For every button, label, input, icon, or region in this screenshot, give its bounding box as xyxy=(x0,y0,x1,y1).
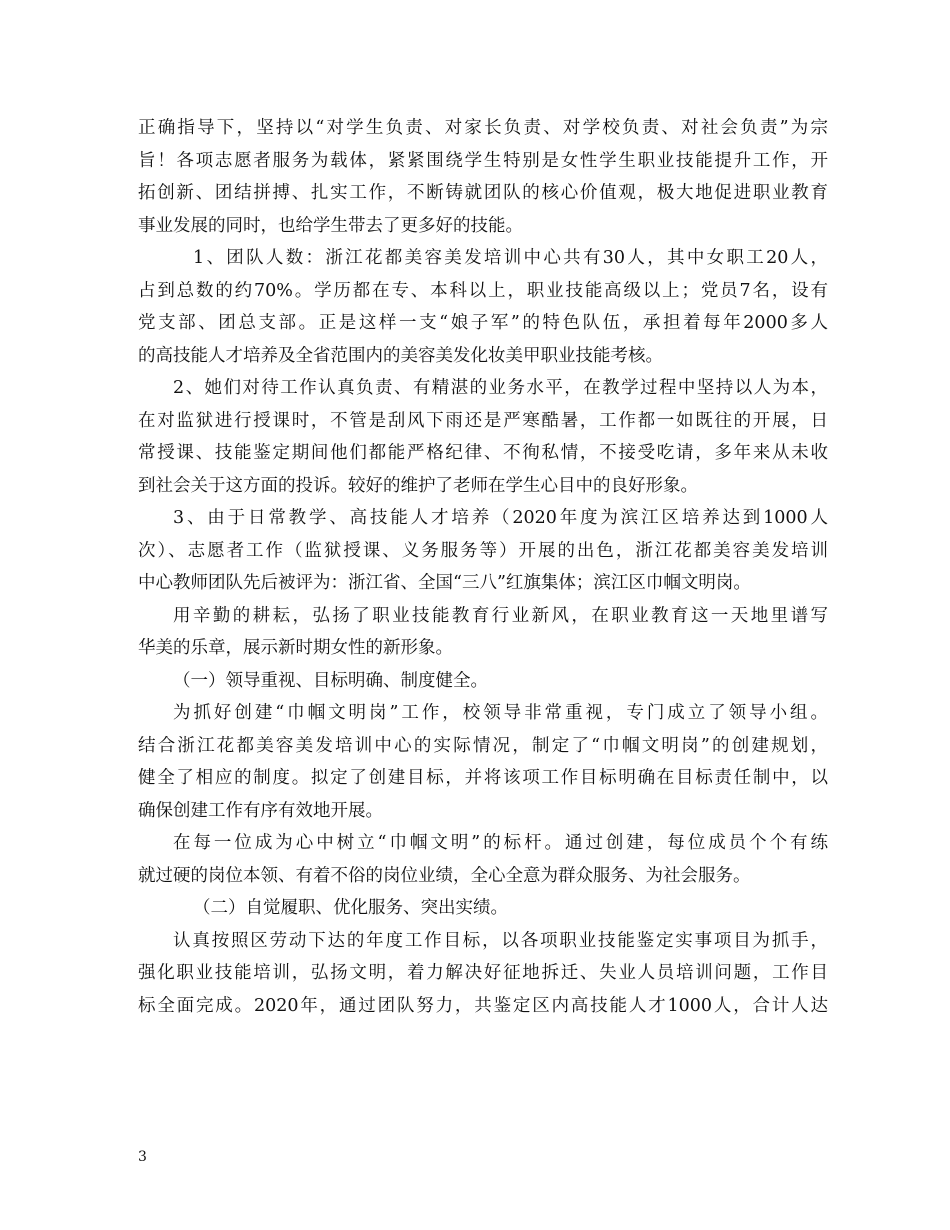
text-line: 1、团队人数：浙江花都美容美发培训中心共有30人，其中女职工20人， xyxy=(193,248,828,268)
text-line: 华美的乐章，展示新时期女性的新形象。 xyxy=(138,638,453,658)
text-line: 次）、志愿者工作（监狱授课、义务服务等）开展的出色，浙江花都美容美发培训 xyxy=(138,540,828,561)
text-line: 健全了相应的制度。拟定了创建目标，并将该项工作目标明确在目标责任制中，以 xyxy=(138,768,828,788)
text-line: 强化职业技能培训，弘扬文明，着力解决好征地拆迁、失业人员培训问题，工作目 xyxy=(138,963,828,983)
page-number: 3 xyxy=(138,1149,147,1165)
text-line: 认真按照区劳动下达的年度工作目标，以各项职业技能鉴定实事项目为抓手， xyxy=(173,930,828,951)
section-heading: （二）自觉履职、优化服务、突出实绩。 xyxy=(193,898,508,918)
text-line: 在对监狱进行授课时，不管是刮风下雨还是严寒酷暑，工作都一如既往的开展，日 xyxy=(138,410,828,431)
text-line: 中心教师团队先后被评为：浙江省、全国“三八”红旗集体；滨江区巾帼文明岗。 xyxy=(138,573,751,593)
body-text xyxy=(138,112,828,1022)
text-line: 结合浙江花都美容美发培训中心的实际情况，制定了“巾帼文明岗”的创建规划， xyxy=(138,735,828,756)
text-line: 的高技能人才培养及全省范围内的美容美发化妆美甲职业技能考核。 xyxy=(138,345,663,366)
text-line: 为抓好创建“巾帼文明岗”工作，校领导非常重视，专门成立了领导小组。 xyxy=(173,703,828,723)
text-line: 确保创建工作有序有效地开展。 xyxy=(138,800,383,821)
text-line: 用辛勤的耕耘，弘扬了职业技能教育行业新风，在职业教育这一天地里谱写 xyxy=(173,605,828,626)
text-line: 事业发展的同时，也给学生带去了更多好的技能。 xyxy=(138,215,523,236)
text-line: 常授课、技能鉴定期间他们都能严格纪律、不徇私情，不接受吃请，多年来从未收 xyxy=(138,443,828,463)
text-line: 3、由于日常教学、高技能人才培养（2020年度为滨江区培养达到1000人 xyxy=(173,508,828,528)
text-line: 党支部、团总支部。正是这样一支“娘子军”的特色队伍，承担着每年2000多人 xyxy=(138,313,828,333)
text-line: 正确指导下，坚持以“对学生负责、对家长负责、对学校负责、对社会负责”为宗 xyxy=(138,118,828,138)
text-line: 占到总数的约70%。学历都在专、本科以上，职业技能高级以上；党员7名，设有 xyxy=(138,280,828,301)
text-line: 拓创新、团结拼搏、扎实工作，不断铸就团队的核心价值观，极大地促进职业教育 xyxy=(138,183,828,203)
text-line: 在每一位成为心中树立“巾帼文明”的标杆。通过创建，每位成员个个有练 xyxy=(173,833,828,853)
text-line: 旨！各项志愿者服务为载体，紧紧围绕学生特别是女性学生职业技能提升工作，开 xyxy=(138,150,828,171)
text-line: 标全面完成。2020年，通过团队努力，共鉴定区内高技能人才1000人，合计人达 xyxy=(138,995,828,1016)
text-line: 就过硬的岗位本领、有着不俗的岗位业绩，全心全意为群众服务、为社会服务。 xyxy=(138,865,751,886)
section-heading: （一）领导重视、目标明确、制度健全。 xyxy=(173,670,488,691)
text-line: 2、她们对待工作认真负责、有精湛的业务水平，在教学过程中坚持以人为本， xyxy=(173,378,828,398)
text-line: 到社会关于这方面的投诉。较好的维护了老师在学生心目中的良好形象。 xyxy=(138,475,698,496)
